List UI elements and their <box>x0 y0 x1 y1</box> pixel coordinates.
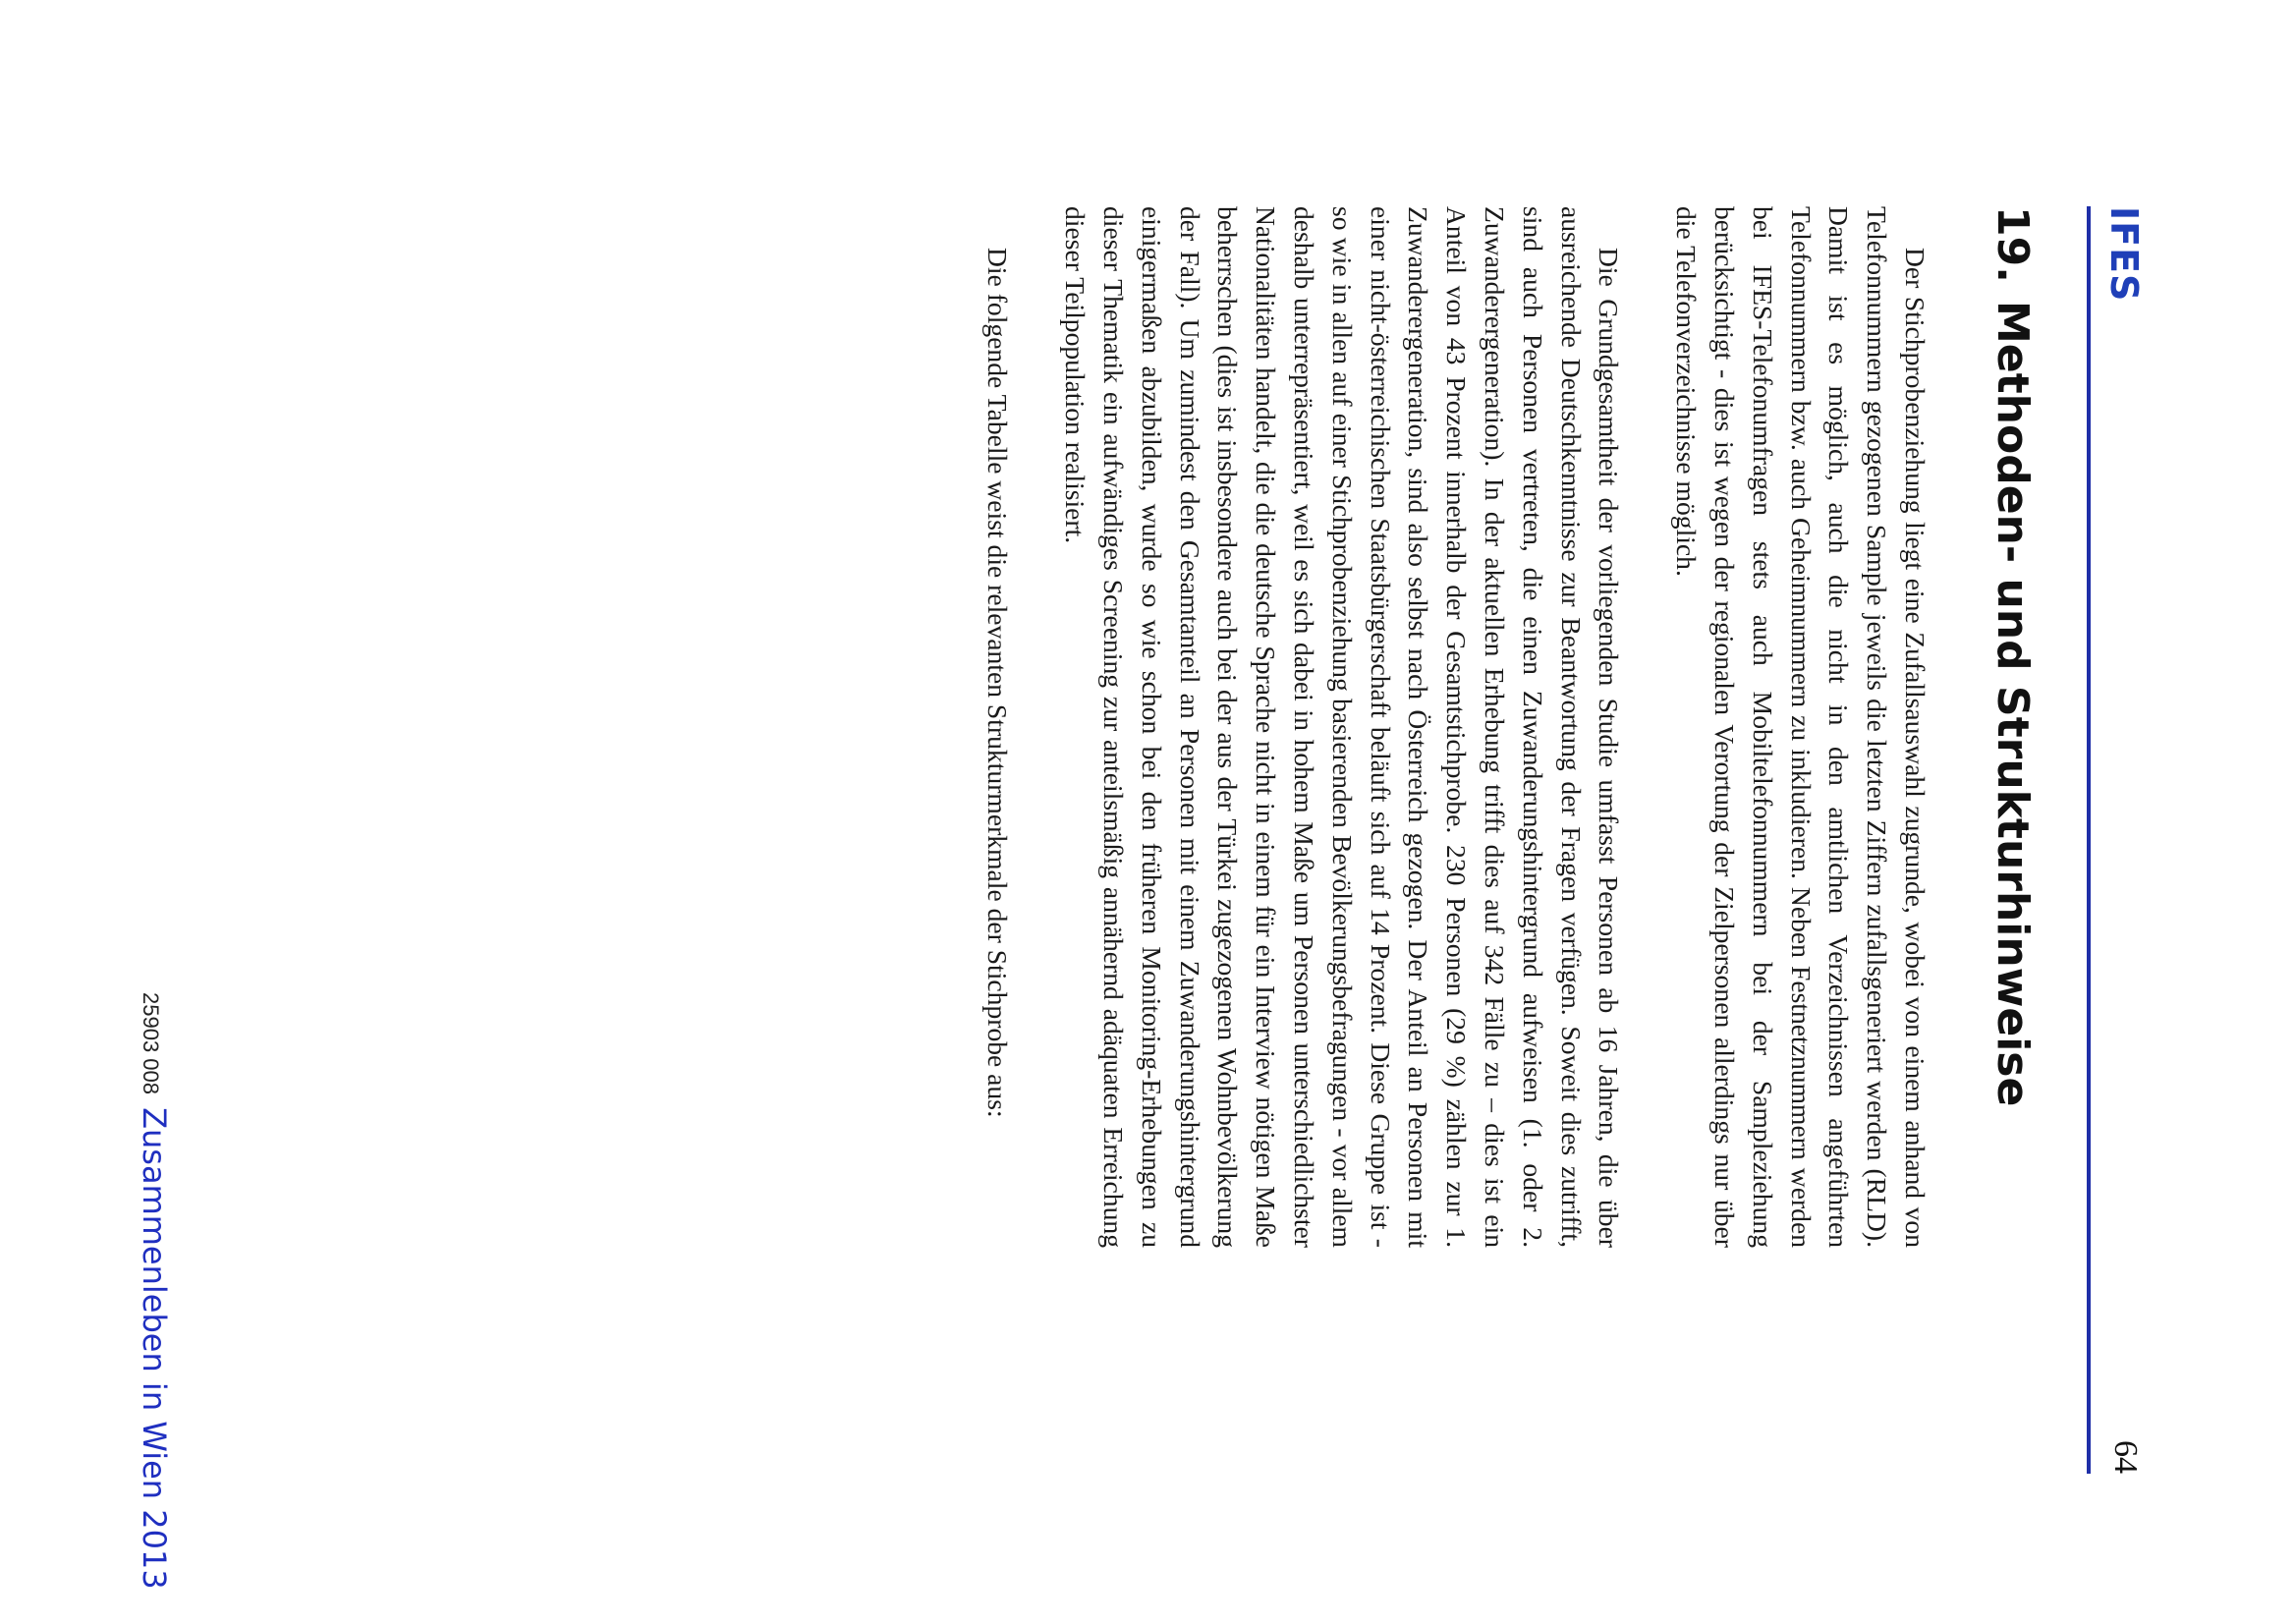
paragraph-sampling: Der Stichprobenziehung liegt eine Zufallsauswahl zugrunde, wobei von einem anhand von Telefonnummern gezogenen Sample jeweils die letzten Ziffern zufallsgeneriert werden (RLD). Damit ist es möglich, auch die nicht in den amtlichen Verzeichnissen angeführten Telefonnummern bzw. auch Geheimnummern zu inkludieren. Neben Festnetznummern werden bei IFES-Telefonumfragen stets auch Mobiltelefonnummern bei der Sampleziehung berücksichtigt - dies ist wegen der regionalen Verortung der Zielpersonen allerdings nur über die Telefonverzeichnisse möglich. <box>1671 206 1931 1248</box>
footer-title: Zusammenleben in Wien 2013 <box>136 1107 173 1590</box>
section-title <box>1987 206 2038 1106</box>
ifes-logo: IFES <box>2102 206 2146 303</box>
section-number: 19. <box>1987 206 2038 283</box>
section-title-text: Methoden- und Strukturhinweise <box>1987 301 2038 1107</box>
page-header <box>2087 206 2150 1474</box>
footer-code: 25903 008 <box>139 992 163 1094</box>
body-text <box>939 206 1933 1248</box>
page-number: 64 <box>2107 1440 2144 1474</box>
page-footer <box>136 992 173 1590</box>
paragraph-population: Die Grundgesamtheit der vorliegenden Studie umfasst Personen ab 16 Jahren, die über ausreichende Deutschkenntnisse zur Beantwortung der Fragen verfügen. Soweit dies zutrifft, sind auch Personen vertreten, die einen Zuwanderungshintergrund aufweisen (1. oder 2. Zuwanderergeneration). In der aktuellen Erhebung trifft dies auf 342 Fälle zu – dies ist ein Anteil von 43 Prozent innerhalb der Gesamtstichprobe. 230 Personen (29 %) zählen zur 1. Zuwanderergeneration, sind also selbst nach Österreich gezogen. Der Anteil an Personen mit einer nicht-österreichischen Staatsbürgerschaft beläuft sich auf 14 Prozent. Diese Gruppe ist - so wie in allen auf einer Stichprobenziehung basierenden Bevölkerungsbefragungen - vor allem deshalb unterrepräsentiert, weil es sich dabei in hohem Maße um Personen unterschiedlichster Nationalitäten handelt, die die deutsche Sprache nicht in einem für ein Interview nötigen Maße beherrschen (dies ist insbesondere auch bei der aus der Türkei zugezogenen Wohnbevölkerung der Fall). Um zumindest den Gesamtanteil an Personen mit einem Zuwanderungshintergrund einigermaßen abzubilden, wurde so wie schon bei den früheren Monitoring-Erhebungen zu dieser Thematik ein aufwändiges Screening zur anteilsmäßig annähernd adäquaten Erreichung dieser Teilpopulation realisiert. <box>1060 206 1625 1248</box>
paragraph-table-intro: Die folgende Tabelle weist die relevanten Strukturmerkmale der Stichprobe aus: <box>982 248 1014 1118</box>
